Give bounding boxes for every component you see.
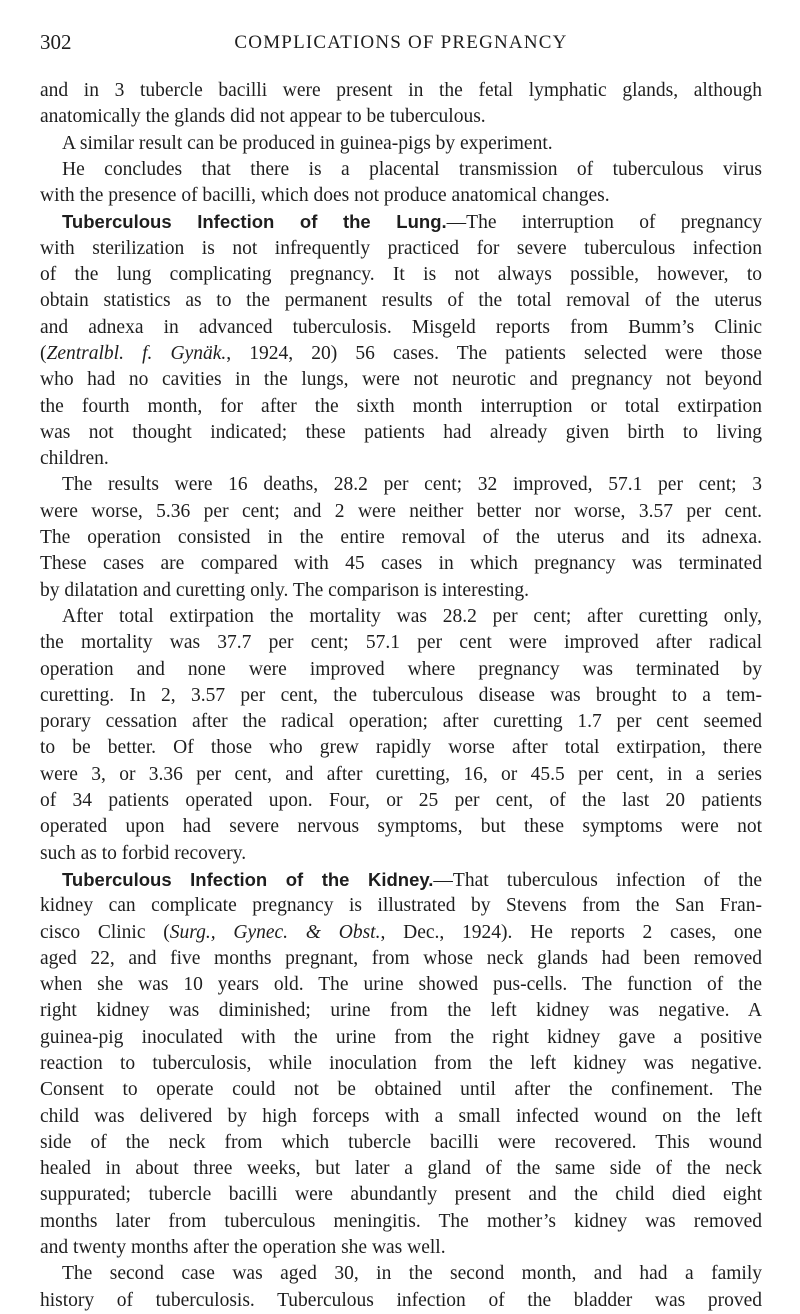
text-line: A similar result can be produced in guinea-pigs by experiment. bbox=[62, 132, 553, 154]
journal-citation: Zentralbl. f. Gynäk. bbox=[46, 342, 227, 364]
text-line bbox=[40, 920, 762, 946]
text-segment: ( bbox=[40, 342, 47, 364]
text-line: and adnexa in advanced tuberculosis. Misgeld reports from Bumm’s Clinic bbox=[40, 316, 762, 338]
running-head: COMPLICATIONS OF PREGNANCY bbox=[234, 32, 568, 53]
text-line: right kidney was diminished; urine from the left kidney was negative. A bbox=[40, 1000, 762, 1022]
text-line: The operation consisted in the entire removal of the uterus and its adnexa. bbox=[40, 527, 762, 549]
text-line bbox=[40, 867, 762, 893]
text-line: guinea-pig inoculated with the urine from the right kidney gave a positive bbox=[40, 1026, 762, 1048]
text-line: He concludes that there is a placental transmission of tuberculous virus bbox=[62, 158, 762, 180]
text-line: After total extirpation the mortality was 28.2 per cent; after curetting only, bbox=[62, 605, 762, 627]
section-heading-kidney: Tuberculous Infection of the Kidney. bbox=[62, 868, 434, 890]
text-segment: —That tuberculous infection of the bbox=[433, 869, 762, 891]
page-number: 302 bbox=[40, 30, 72, 54]
text-line: The second case was aged 30, in the second month, and had a family bbox=[62, 1263, 762, 1285]
text-line: healed in about three weeks, but later a gland of the same side of the neck bbox=[40, 1158, 762, 1180]
text-line: operation and none were improved where pregnancy was terminated by bbox=[40, 658, 762, 680]
section-heading-lung: Tuberculous Infection of the Lung. bbox=[62, 211, 447, 233]
text-line: history of tuberculosis. Tuberculous infection of the bladder was proved bbox=[40, 1289, 762, 1311]
text-line: the fourth month, for after the sixth month interruption or total extirpation bbox=[40, 395, 762, 417]
text-line: These cases are compared with 45 cases in which pregnancy was terminated bbox=[40, 553, 762, 575]
text-line: of the lung complicating pregnancy. It is not always possible, however, to bbox=[40, 264, 762, 286]
text-line: Consent to operate could not be obtained until after the confinement. The bbox=[40, 1079, 762, 1101]
text-segment: —The interruption of pregnancy bbox=[446, 212, 762, 234]
body-text bbox=[40, 78, 762, 1314]
text-line: the mortality was 37.7 per cent; 57.1 per cent were improved after radical bbox=[40, 632, 762, 654]
text-line: side of the neck from which tubercle bacilli were recovered. This wound bbox=[40, 1131, 762, 1153]
text-segment: , Dec., 1924). He reports 2 cases, one bbox=[380, 921, 762, 943]
text-line: and twenty months after the operation she was well. bbox=[40, 1237, 446, 1259]
journal-citation: Surg., Gynec. & Obst. bbox=[169, 921, 381, 943]
text-line: child was delivered by high forceps with a small infected wound on the left bbox=[40, 1105, 762, 1127]
text-line: to be better. Of those who grew rapidly worse after total extirpation, there bbox=[40, 737, 762, 759]
text-line: by dilatation and curetting only. The comparison is interesting. bbox=[40, 579, 530, 601]
text-line: The results were 16 deaths, 28.2 per cent; 32 improved, 57.1 per cent; 3 bbox=[62, 474, 762, 496]
text-line: were 3, or 3.36 per cent, and after curetting, 16, or 45.5 per cent, in a series bbox=[40, 763, 762, 785]
text-line: children. bbox=[40, 448, 109, 470]
text-line bbox=[40, 209, 762, 235]
text-line: with sterilization is not infrequently practiced for severe tuberculous infection bbox=[40, 237, 762, 259]
text-line: with the presence of bacilli, which does not produce anatomical changes. bbox=[40, 185, 610, 207]
text-segment: , 1924, 20) 56 cases. The patients selected were those bbox=[226, 342, 762, 364]
text-line: reaction to tuberculosis, while inoculation from the left kidney was negative. bbox=[40, 1052, 762, 1074]
text-line: porary cessation after the radical operation; after curetting 1.7 per cent seemed bbox=[40, 711, 762, 733]
text-line bbox=[40, 341, 762, 367]
text-line: obtain statistics as to the permanent results of the total removal of the uterus bbox=[40, 290, 762, 312]
text-line: who had no cavities in the lungs, were not neurotic and pregnancy not beyond bbox=[40, 369, 762, 391]
text-segment: cisco Clinic ( bbox=[40, 921, 170, 943]
text-line: when she was 10 years old. The urine showed pus-cells. The function of the bbox=[40, 974, 762, 996]
text-line: operated upon had severe nervous symptoms, but these symptoms were not bbox=[40, 816, 762, 838]
text-line: kidney can complicate pregnancy is illustrated by Stevens from the San Fran- bbox=[40, 895, 762, 917]
text-line: anatomically the glands did not appear to be tuberculous. bbox=[40, 106, 486, 128]
text-line: suppurated; tubercle bacilli were abundantly present and the child died eight bbox=[40, 1184, 762, 1206]
text-line: such as to forbid recovery. bbox=[40, 842, 247, 864]
page-header bbox=[40, 30, 762, 60]
text-line: and in 3 tubercle bacilli were present in the fetal lymphatic glands, although bbox=[40, 80, 762, 101]
text-line: were worse, 5.36 per cent; and 2 were neither better nor worse, 3.57 per cent. bbox=[40, 500, 762, 522]
text-line: curetting. In 2, 3.57 per cent, the tuberculous disease was brought to a tem- bbox=[40, 684, 762, 706]
text-line: was not thought indicated; these patients had already given birth to living bbox=[40, 421, 762, 443]
text-line: aged 22, and five months pregnant, from whose neck glands had been removed bbox=[40, 947, 762, 969]
text-line: months later from tuberculous meningitis. The mother’s kidney was removed bbox=[40, 1210, 762, 1232]
text-line: of 34 patients operated upon. Four, or 25 per cent, of the last 20 patients bbox=[40, 790, 762, 812]
